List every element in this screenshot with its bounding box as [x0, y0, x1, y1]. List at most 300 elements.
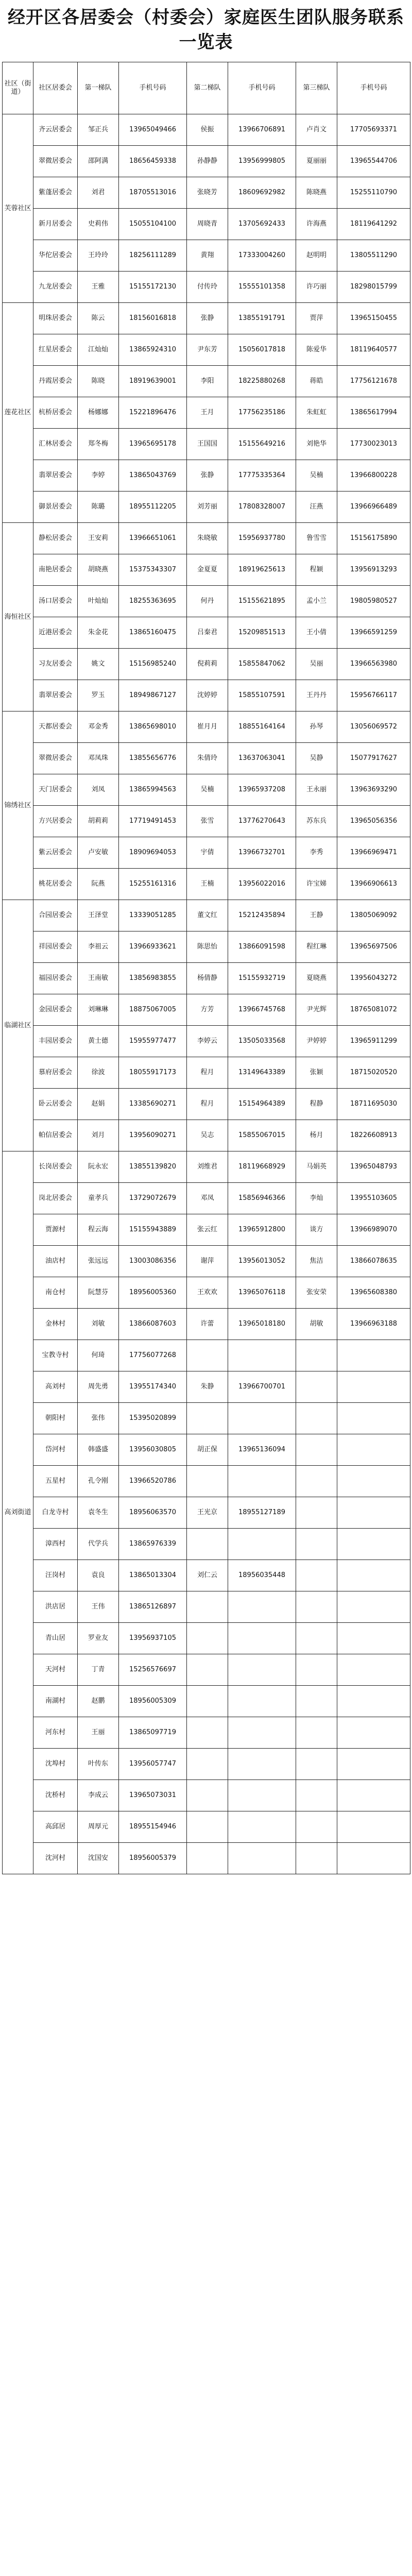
team1-name-cell: 张伟	[78, 1403, 119, 1434]
committee-cell: 华佗居委会	[33, 240, 78, 272]
team1-name-cell: 罗业友	[78, 1623, 119, 1654]
team3-phone-cell	[337, 1403, 410, 1434]
team2-name-cell: 张静	[187, 460, 228, 492]
header-team3: 第三梯队	[296, 62, 337, 114]
committee-cell: 汤口居委会	[33, 586, 78, 617]
table-row	[3, 1371, 410, 1403]
team1-phone-cell: 13965049466	[119, 114, 187, 146]
team1-phone-cell: 18955112205	[119, 492, 187, 523]
team1-phone-cell: 13865924310	[119, 334, 187, 366]
table-row	[3, 1246, 410, 1277]
team2-phone-cell	[228, 1529, 296, 1560]
committee-cell: 沈埠村	[33, 1749, 78, 1780]
committee-cell: 沈河村	[33, 1843, 78, 1874]
team3-phone-cell: 19805980527	[337, 586, 410, 617]
street-cell: 高刘街道	[3, 1151, 33, 1874]
team2-phone-cell: 18225880268	[228, 366, 296, 397]
team2-phone-cell: 15209851513	[228, 617, 296, 649]
team2-phone-cell: 13776270643	[228, 806, 296, 837]
team3-phone-cell: 18765081072	[337, 994, 410, 1026]
committee-cell: 沈桥村	[33, 1780, 78, 1811]
team1-phone-cell: 13966651061	[119, 523, 187, 554]
team2-name-cell: 侯振	[187, 114, 228, 146]
table-row	[3, 1277, 410, 1309]
team2-phone-cell	[228, 1340, 296, 1371]
team2-name-cell: 吴志	[187, 1120, 228, 1151]
team2-name-cell: 邓凤	[187, 1183, 228, 1214]
team3-name-cell: 李秀	[296, 837, 337, 869]
team3-phone-cell: 17730023013	[337, 429, 410, 460]
team3-name-cell: 陈晓燕	[296, 177, 337, 209]
team3-name-cell	[296, 1780, 337, 1811]
table-row	[3, 1309, 410, 1340]
team3-name-cell: 尹光辉	[296, 994, 337, 1026]
team2-name-cell: 李婷云	[187, 1026, 228, 1057]
team1-name-cell: 邓金秀	[78, 711, 119, 743]
header-phone2: 手机号码	[228, 62, 296, 114]
team2-name-cell: 程月	[187, 1089, 228, 1120]
table-row	[3, 617, 410, 649]
team1-name-cell: 孔令刚	[78, 1466, 119, 1497]
team3-name-cell	[296, 1843, 337, 1874]
street-cell: 莲花社区	[3, 303, 33, 523]
team1-name-cell: 何琦	[78, 1340, 119, 1371]
team2-name-cell: 杨倩静	[187, 963, 228, 994]
team3-phone-cell	[337, 1717, 410, 1749]
committee-cell: 明珠居委会	[33, 303, 78, 334]
team3-phone-cell: 13955103605	[337, 1183, 410, 1214]
table-row	[3, 1214, 410, 1246]
team3-name-cell: 许海燕	[296, 209, 337, 240]
committee-cell: 汇林居委会	[33, 429, 78, 460]
committee-cell: 九龙居委会	[33, 272, 78, 303]
team1-name-cell: 邵阿满	[78, 146, 119, 177]
team3-name-cell	[296, 1654, 337, 1686]
team1-phone-cell: 13865976339	[119, 1529, 187, 1560]
team3-name-cell	[296, 1403, 337, 1434]
team3-name-cell	[296, 1560, 337, 1591]
team1-name-cell: 赵娟	[78, 1089, 119, 1120]
team1-phone-cell: 13965695178	[119, 429, 187, 460]
team1-phone-cell: 13865097719	[119, 1717, 187, 1749]
team1-name-cell: 邓凤珠	[78, 743, 119, 774]
team3-name-cell: 程静	[296, 1089, 337, 1120]
team2-name-cell: 董文红	[187, 900, 228, 931]
team3-phone-cell: 18298015799	[337, 272, 410, 303]
team3-phone-cell	[337, 1497, 410, 1529]
team1-name-cell: 袁冬生	[78, 1497, 119, 1529]
team3-name-cell: 杨月	[296, 1120, 337, 1151]
team3-name-cell: 贾萍	[296, 303, 337, 334]
team1-phone-cell: 18156016818	[119, 303, 187, 334]
team1-phone-cell: 15955977477	[119, 1026, 187, 1057]
team2-phone-cell: 15856946366	[228, 1183, 296, 1214]
committee-cell: 翠微居委会	[33, 743, 78, 774]
team3-phone-cell	[337, 1654, 410, 1686]
committee-cell: 汪岗村	[33, 1560, 78, 1591]
committee-cell: 方兴居委会	[33, 806, 78, 837]
team1-name-cell: 阮慧芬	[78, 1277, 119, 1309]
team3-name-cell: 夏丽丽	[296, 146, 337, 177]
team1-phone-cell: 18255363695	[119, 586, 187, 617]
team3-name-cell	[296, 1811, 337, 1843]
team1-phone-cell: 18956005360	[119, 1277, 187, 1309]
team2-name-cell: 金夏夏	[187, 554, 228, 586]
team1-name-cell: 韩盛盛	[78, 1434, 119, 1466]
committee-cell: 新月居委会	[33, 209, 78, 240]
team2-phone-cell: 13966745768	[228, 994, 296, 1026]
team2-phone-cell: 13866091598	[228, 931, 296, 963]
team1-phone-cell: 15055104100	[119, 209, 187, 240]
team1-phone-cell: 13385690271	[119, 1089, 187, 1120]
team1-phone-cell: 18956063570	[119, 1497, 187, 1529]
team1-name-cell: 丁青	[78, 1654, 119, 1686]
table-row	[3, 774, 410, 806]
team1-phone-cell: 13003086356	[119, 1246, 187, 1277]
team1-phone-cell: 15255161316	[119, 869, 187, 900]
table-row	[3, 1403, 410, 1434]
team3-name-cell: 程红琳	[296, 931, 337, 963]
team3-name-cell: 汪燕	[296, 492, 337, 523]
team3-phone-cell: 13866078635	[337, 1246, 410, 1277]
team1-phone-cell: 18955154946	[119, 1811, 187, 1843]
team2-name-cell	[187, 1843, 228, 1874]
team3-name-cell: 蒋皓	[296, 366, 337, 397]
team3-phone-cell: 18119641292	[337, 209, 410, 240]
team3-phone-cell: 13956043272	[337, 963, 410, 994]
team1-name-cell: 王丽	[78, 1717, 119, 1749]
team2-name-cell: 朱静	[187, 1371, 228, 1403]
team2-phone-cell: 13966732701	[228, 837, 296, 869]
team3-name-cell: 程颖	[296, 554, 337, 586]
team2-phone-cell: 15155649216	[228, 429, 296, 460]
team2-name-cell: 尹东芳	[187, 334, 228, 366]
team1-name-cell: 朱金花	[78, 617, 119, 649]
table-row	[3, 177, 410, 209]
team2-name-cell: 付传玲	[187, 272, 228, 303]
street-cell: 芙蓉社区	[3, 114, 33, 303]
team2-phone-cell: 15154964389	[228, 1089, 296, 1120]
team1-phone-cell: 18656459338	[119, 146, 187, 177]
header-team2: 第二梯队	[187, 62, 228, 114]
team3-name-cell: 李灿	[296, 1183, 337, 1214]
team1-name-cell: 沈国安	[78, 1843, 119, 1874]
header-committee: 社区居委会	[33, 62, 78, 114]
table-row	[3, 1026, 410, 1057]
table-row	[3, 146, 410, 177]
table-row	[3, 303, 410, 334]
committee-cell: 河东村	[33, 1717, 78, 1749]
team3-name-cell: 许宝娣	[296, 869, 337, 900]
team1-name-cell: 王泽堂	[78, 900, 119, 931]
committee-cell: 天门居委会	[33, 774, 78, 806]
team2-phone-cell: 13855191791	[228, 303, 296, 334]
team1-name-cell: 邹正兵	[78, 114, 119, 146]
team2-phone-cell: 18855164164	[228, 711, 296, 743]
team2-phone-cell	[228, 1591, 296, 1623]
table-row	[3, 1151, 410, 1183]
team3-name-cell: 朱虹虹	[296, 397, 337, 429]
committee-cell: 岱河村	[33, 1434, 78, 1466]
team2-name-cell	[187, 1780, 228, 1811]
team2-phone-cell: 15155932719	[228, 963, 296, 994]
team2-phone-cell	[228, 1403, 296, 1434]
team3-name-cell: 许巧丽	[296, 272, 337, 303]
table-row	[3, 272, 410, 303]
committee-cell: 高刘村	[33, 1371, 78, 1403]
team3-name-cell: 尹婷婷	[296, 1026, 337, 1057]
team2-name-cell: 张晓芳	[187, 177, 228, 209]
committee-cell: 油店村	[33, 1246, 78, 1277]
team2-name-cell	[187, 1591, 228, 1623]
table-row	[3, 114, 410, 146]
team3-phone-cell	[337, 1371, 410, 1403]
team2-phone-cell: 13965136094	[228, 1434, 296, 1466]
team2-phone-cell	[228, 1717, 296, 1749]
header-row	[3, 62, 410, 114]
team3-name-cell	[296, 1749, 337, 1780]
team2-phone-cell: 13966700701	[228, 1371, 296, 1403]
team3-phone-cell: 13966800228	[337, 460, 410, 492]
team3-phone-cell: 17705693371	[337, 114, 410, 146]
committee-cell: 祥园居委会	[33, 931, 78, 963]
team2-name-cell: 朱倩玲	[187, 743, 228, 774]
team2-phone-cell	[228, 1811, 296, 1843]
committee-cell: 宝教寺村	[33, 1340, 78, 1371]
team2-phone-cell: 13965076118	[228, 1277, 296, 1309]
team2-phone-cell	[228, 1466, 296, 1497]
team3-name-cell: 马娟英	[296, 1151, 337, 1183]
team1-name-cell: 史莉伟	[78, 209, 119, 240]
team3-phone-cell	[337, 1591, 410, 1623]
committee-cell: 杭桥居委会	[33, 397, 78, 429]
table-row	[3, 1654, 410, 1686]
team2-phone-cell: 13149643389	[228, 1057, 296, 1089]
team2-phone-cell	[228, 1686, 296, 1717]
team2-phone-cell: 15956937780	[228, 523, 296, 554]
team3-phone-cell: 15156175890	[337, 523, 410, 554]
document-title: 经开区各居委会（村委会）家庭医生团队服务联系一览表	[8, 7, 404, 53]
table-row	[3, 492, 410, 523]
team3-phone-cell	[337, 1623, 410, 1654]
team2-name-cell: 谢萍	[187, 1246, 228, 1277]
team2-name-cell	[187, 1623, 228, 1654]
team3-phone-cell: 15077917627	[337, 743, 410, 774]
team3-name-cell	[296, 1529, 337, 1560]
table-row	[3, 460, 410, 492]
team1-phone-cell: 13865043769	[119, 460, 187, 492]
team2-phone-cell: 15056017818	[228, 334, 296, 366]
team3-phone-cell: 13965150455	[337, 303, 410, 334]
team2-phone-cell: 13637063041	[228, 743, 296, 774]
team1-name-cell: 李成云	[78, 1780, 119, 1811]
team2-name-cell: 王欢欢	[187, 1277, 228, 1309]
team3-name-cell: 孙琴	[296, 711, 337, 743]
team2-name-cell	[187, 1403, 228, 1434]
team1-phone-cell: 18875067005	[119, 994, 187, 1026]
committee-cell: 南艳居委会	[33, 554, 78, 586]
team1-phone-cell: 13855139820	[119, 1151, 187, 1183]
team1-name-cell: 叶灿灿	[78, 586, 119, 617]
team3-name-cell	[296, 1717, 337, 1749]
team2-phone-cell: 18955127189	[228, 1497, 296, 1529]
table-row	[3, 1811, 410, 1843]
header-team1: 第一梯队	[78, 62, 119, 114]
team1-phone-cell: 13966933621	[119, 931, 187, 963]
table-row	[3, 586, 410, 617]
team1-phone-cell: 18256111289	[119, 240, 187, 272]
team2-phone-cell: 15555101358	[228, 272, 296, 303]
committee-cell: 朝阳村	[33, 1403, 78, 1434]
table-row	[3, 1497, 410, 1529]
team2-name-cell: 黄翔	[187, 240, 228, 272]
team1-phone-cell: 18055917173	[119, 1057, 187, 1089]
table-row	[3, 1780, 410, 1811]
team2-name-cell: 崔月月	[187, 711, 228, 743]
team1-name-cell: 阮燕	[78, 869, 119, 900]
team1-phone-cell: 17756077268	[119, 1340, 187, 1371]
team1-phone-cell: 13955174340	[119, 1371, 187, 1403]
team2-name-cell: 李阳	[187, 366, 228, 397]
team3-phone-cell: 13805069092	[337, 900, 410, 931]
committee-cell: 翡翠居委会	[33, 460, 78, 492]
team1-phone-cell: 13866087603	[119, 1309, 187, 1340]
team1-phone-cell: 18949867127	[119, 680, 187, 711]
table-row	[3, 680, 410, 711]
table-row	[3, 1529, 410, 1560]
table-row	[3, 743, 410, 774]
team3-name-cell: 鲁雪雪	[296, 523, 337, 554]
team1-name-cell: 张远远	[78, 1246, 119, 1277]
team1-phone-cell: 13956090271	[119, 1120, 187, 1151]
team2-phone-cell: 13965018180	[228, 1309, 296, 1340]
table-row	[3, 1843, 410, 1874]
team2-name-cell: 刘芳丽	[187, 492, 228, 523]
team1-name-cell: 程云海	[78, 1214, 119, 1246]
team2-name-cell: 吕秦君	[187, 617, 228, 649]
committee-cell: 天都居委会	[33, 711, 78, 743]
team2-phone-cell: 18956035448	[228, 1560, 296, 1591]
committee-cell: 南湖村	[33, 1686, 78, 1717]
committee-cell: 金园居委会	[33, 994, 78, 1026]
team2-name-cell: 张云红	[187, 1214, 228, 1246]
team3-phone-cell: 18715020520	[337, 1057, 410, 1089]
table-row	[3, 1120, 410, 1151]
team3-name-cell: 赵明明	[296, 240, 337, 272]
team1-phone-cell: 13956057747	[119, 1749, 187, 1780]
table-row	[3, 963, 410, 994]
team3-name-cell: 胡敏	[296, 1309, 337, 1340]
team2-name-cell: 王光京	[187, 1497, 228, 1529]
committee-cell: 五星村	[33, 1466, 78, 1497]
team2-phone-cell	[228, 1780, 296, 1811]
team1-phone-cell: 18909694053	[119, 837, 187, 869]
table-row	[3, 711, 410, 743]
committee-cell: 紫蓬居委会	[33, 177, 78, 209]
committee-cell: 翡翠居委会	[33, 680, 78, 711]
team1-name-cell: 陈璐	[78, 492, 119, 523]
table-row	[3, 366, 410, 397]
team1-phone-cell: 13855656776	[119, 743, 187, 774]
team2-phone-cell: 15855107591	[228, 680, 296, 711]
committee-cell: 贾源村	[33, 1214, 78, 1246]
team3-phone-cell	[337, 1749, 410, 1780]
team2-name-cell: 王月	[187, 397, 228, 429]
team2-phone-cell: 13965912800	[228, 1214, 296, 1246]
team2-name-cell: 刘仁云	[187, 1560, 228, 1591]
committee-cell: 合园居委会	[33, 900, 78, 931]
team3-phone-cell: 13965911299	[337, 1026, 410, 1057]
team1-name-cell: 李婷	[78, 460, 119, 492]
team1-phone-cell: 18919639001	[119, 366, 187, 397]
team3-name-cell: 王永丽	[296, 774, 337, 806]
team1-name-cell: 徐波	[78, 1057, 119, 1089]
team1-name-cell: 王玲玲	[78, 240, 119, 272]
team3-phone-cell: 13965697506	[337, 931, 410, 963]
team1-phone-cell: 18956005379	[119, 1843, 187, 1874]
table-row	[3, 1591, 410, 1623]
team3-name-cell: 张安荣	[296, 1277, 337, 1309]
team1-name-cell: 刘君	[78, 177, 119, 209]
committee-cell: 红星居委会	[33, 334, 78, 366]
table-row	[3, 931, 410, 963]
team2-name-cell: 宇倩	[187, 837, 228, 869]
team1-phone-cell: 15155172130	[119, 272, 187, 303]
team3-phone-cell: 13966963188	[337, 1309, 410, 1340]
table-row	[3, 806, 410, 837]
header-phone3: 手机号码	[337, 62, 410, 114]
team1-name-cell: 刘敏	[78, 1309, 119, 1340]
team3-name-cell: 王丹丹	[296, 680, 337, 711]
team2-name-cell	[187, 1529, 228, 1560]
team2-name-cell	[187, 1466, 228, 1497]
team2-name-cell: 张雪	[187, 806, 228, 837]
table-row	[3, 1623, 410, 1654]
team2-phone-cell: 17756235186	[228, 397, 296, 429]
team2-name-cell	[187, 1340, 228, 1371]
team1-name-cell: 袁良	[78, 1560, 119, 1591]
table-row	[3, 869, 410, 900]
street-cell: 海恒社区	[3, 523, 33, 711]
street-cell: 临湖社区	[3, 900, 33, 1151]
team3-name-cell: 卢肖文	[296, 114, 337, 146]
team1-phone-cell: 13856983855	[119, 963, 187, 994]
team3-name-cell	[296, 1497, 337, 1529]
team2-phone-cell: 13705692433	[228, 209, 296, 240]
committee-cell: 齐云居委会	[33, 114, 78, 146]
team2-name-cell: 刘维君	[187, 1151, 228, 1183]
team2-phone-cell	[228, 1654, 296, 1686]
team2-name-cell: 王楠	[187, 869, 228, 900]
team3-name-cell: 苏东兵	[296, 806, 337, 837]
team1-name-cell: 杨娜娜	[78, 397, 119, 429]
team2-phone-cell: 15212435894	[228, 900, 296, 931]
team1-name-cell: 周厚元	[78, 1811, 119, 1843]
team1-name-cell: 代学兵	[78, 1529, 119, 1560]
team1-name-cell: 刘凤	[78, 774, 119, 806]
team3-phone-cell: 13956913293	[337, 554, 410, 586]
team3-name-cell: 陈爱华	[296, 334, 337, 366]
team2-phone-cell: 15155621895	[228, 586, 296, 617]
team1-phone-cell: 13966520786	[119, 1466, 187, 1497]
team1-phone-cell: 15375343307	[119, 554, 187, 586]
team2-phone-cell: 13956013052	[228, 1246, 296, 1277]
team2-phone-cell	[228, 1843, 296, 1874]
team1-name-cell: 黄士德	[78, 1026, 119, 1057]
team3-phone-cell: 15956766117	[337, 680, 410, 711]
team3-name-cell	[296, 1591, 337, 1623]
committee-cell: 近港居委会	[33, 617, 78, 649]
